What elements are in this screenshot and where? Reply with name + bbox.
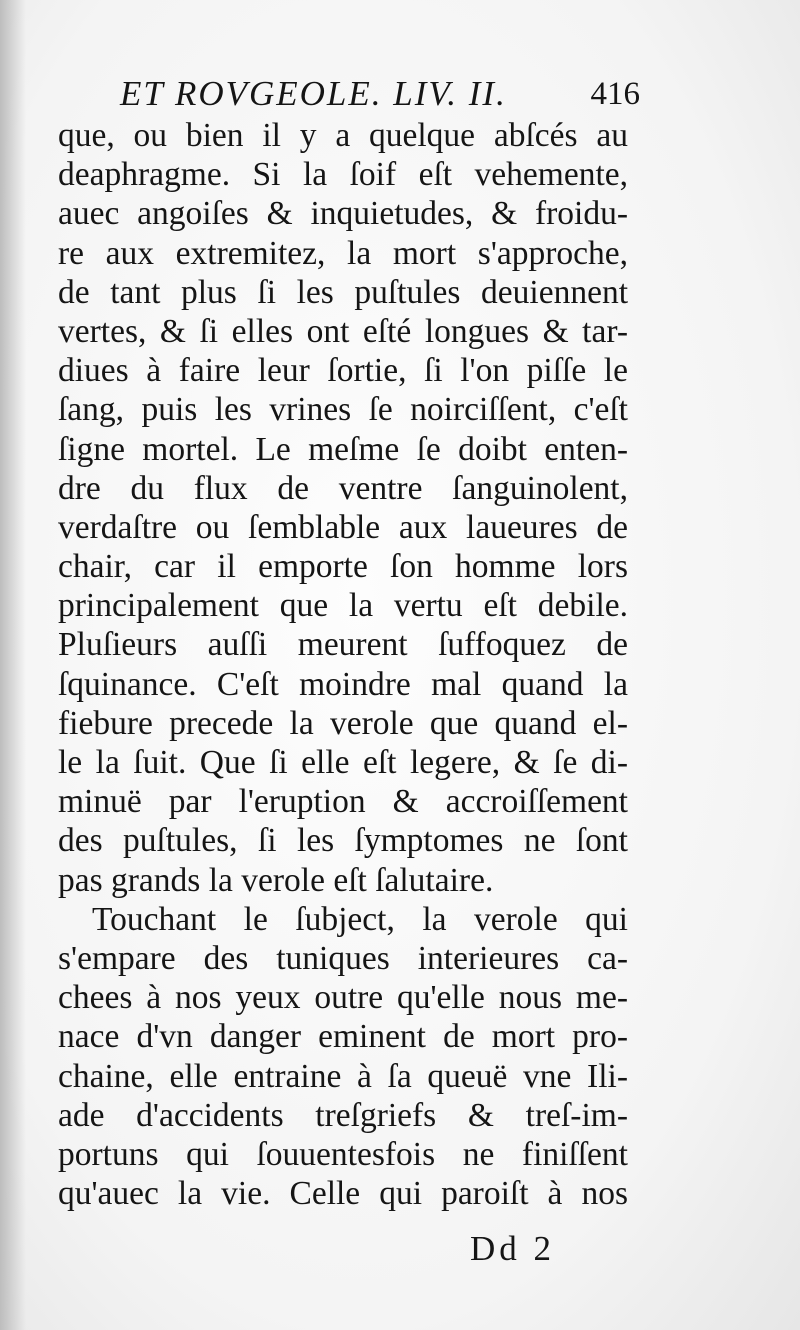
text-line: minuë par l'eruption & accroiſſement xyxy=(58,783,628,821)
text-line: qu'auec la vie. Celle qui paroiſt à nos xyxy=(58,1175,628,1213)
text-line: s'empare des tuniques interieures ca- xyxy=(58,939,628,977)
text-line: des puſtules, ſi les ſymptomes ne ſont xyxy=(58,822,628,860)
text-line: Pluſieurs auſſi meurent ſuffoquez de xyxy=(58,626,628,664)
text-line: ſigne mortel. Le meſme ſe doibt enten- xyxy=(58,430,628,468)
signature-mark: Dd 2 xyxy=(470,1229,556,1268)
text-line: vertes, & ſi elles ont eſté longues & tar- xyxy=(58,312,628,350)
text-line: ſquinance. C'eſt moindre mal quand la xyxy=(58,665,628,703)
paragraph-start-line: Touchant le ſubject, la verole qui xyxy=(92,900,628,938)
page-number: 416 xyxy=(590,76,640,112)
text-line: verdaſtre ou ſemblable aux laueures de xyxy=(58,508,628,546)
text-line: portuns qui ſouuentesfois ne finiſſent xyxy=(58,1135,628,1173)
text-line: ade d'accidents treſgriefs & treſ-im- xyxy=(58,1096,628,1134)
text-line: re aux extremitez, la mort s'approche, xyxy=(58,234,628,272)
text-line: chees à nos yeux outre qu'elle nous me- xyxy=(58,979,628,1017)
text-line: auec angoiſes & inquietudes, & froidu- xyxy=(58,195,628,233)
text-line: nace d'vn danger eminent de mort pro- xyxy=(58,1018,628,1056)
running-head: ET ROVGEOLE. LIV. II. xyxy=(120,74,507,113)
page-edge-shadow xyxy=(0,0,26,1330)
text-line: fiebure precede la verole que quand el- xyxy=(58,704,628,742)
text-line: dre du flux de ventre ſanguinolent, xyxy=(58,469,628,507)
text-line: deaphragme. Si la ſoif eſt vehemente, xyxy=(58,156,628,194)
text-line: le la ſuit. Que ſi elle eſt legere, & ſe di- xyxy=(58,744,628,781)
text-line: chair, car il emporte ſon homme lors xyxy=(58,548,628,586)
paragraph-end-line: pas grands la verole eſt ſalutaire. xyxy=(58,861,494,899)
body-text xyxy=(58,116,628,1213)
text-line: ſang, puis les vrines ſe noirciſſent, c'eſt xyxy=(58,391,628,429)
text-line: de tant plus ſi les puſtules deuiennent xyxy=(58,273,628,311)
text-line: chaine, elle entraine à ſa queuë vne Ili- xyxy=(58,1057,628,1095)
text-line: principalement que la vertu eſt debile. xyxy=(58,587,628,625)
text-line: que, ou bien il y a quelque abſcés au xyxy=(58,117,628,154)
text-line: diues à faire leur ſortie, ſi l'on piſſe le xyxy=(58,352,628,390)
